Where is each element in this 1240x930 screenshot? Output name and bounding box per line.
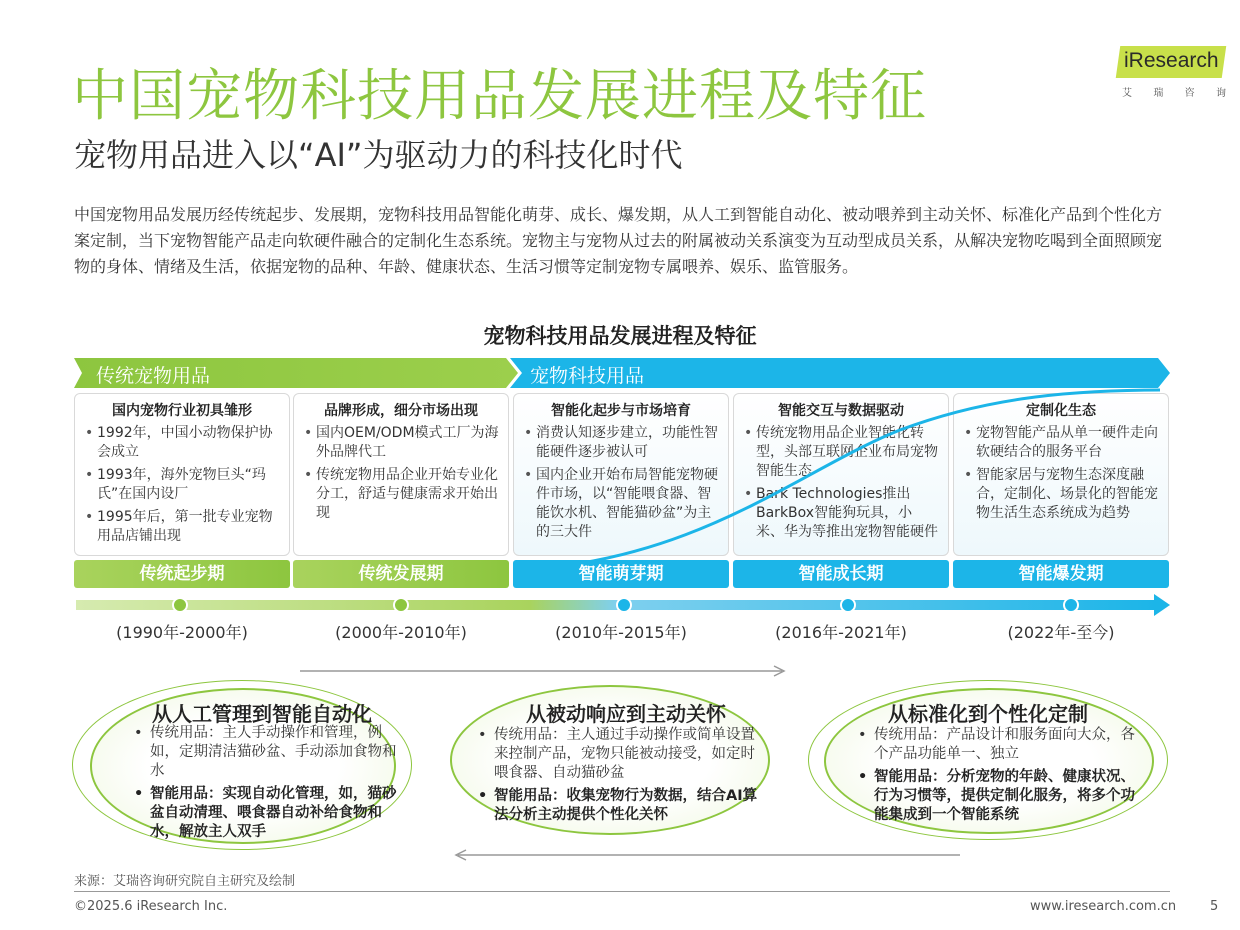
stage-label: 智能爆发期 [953,560,1169,588]
banner-traditional-label: 传统宠物用品 [96,365,211,387]
page-subtitle: 宠物用品进入以“AI”为驱动力的科技化时代 [74,136,683,174]
logo-char: 艾 [1122,88,1132,99]
transition-point: • 传统用品：主人手动操作和管理，例如，定期清洁猫砂盆、手动添加食物和水 [128,724,398,781]
transition-point: • 传统用品：产品设计和服务面向大众，各个产品功能单一、独立 [852,726,1142,764]
stage-period: (2000年-2010年) [335,623,467,642]
stage-point: • 消费认知逐步建立，功能性智能硬件逐步被认可 [522,424,720,462]
stage-period: (2022年-至今) [1007,623,1115,642]
logo-char: 瑞 [1153,88,1164,99]
transition-card [72,680,412,850]
stage-heading: 定制化生态 [1026,403,1096,419]
stage-point: • Bark Technologies推出BarkBox智能狗玩具，小米、华为等推出宠物智能硬件 [742,485,940,542]
stage-period: (2016年-2021年) [775,623,907,642]
stage-label: 智能萌芽期 [513,560,729,588]
transition-title: 从标准化到个性化定制 [888,702,1088,726]
transition-point: • 智能用品：收集宠物行为数据，结合AI算法分析主动提供个性化关怀 [472,787,762,825]
transition-point: • 智能用品：分析宠物的年龄、健康状况、行为习惯等，提供定制化服务，将多个功能集成到一个智能系统 [852,768,1142,825]
stage-point: • 国内OEM/ODM模式工厂为海外品牌代工 [302,424,500,462]
website-link[interactable]: www.iresearch.com.cn [1030,899,1177,914]
stage-label: 智能成长期 [733,560,949,588]
logo-text: iResearch [1124,49,1219,72]
stage-period: (1990年-2000年) [116,623,248,642]
stage-period: (2010年-2015年) [555,623,687,642]
logo-char: 询 [1215,88,1226,99]
stage-point: • 国内企业开始布局智能宠物硬件市场，以“智能喂食器、智能饮水机、智能猫砂盆”为主的三大件 [522,466,720,542]
footer-divider [74,891,1170,892]
stage-point: • 宠物智能产品从单一硬件走向软硬结合的服务平台 [962,424,1160,462]
transition-title: 从人工管理到智能自动化 [152,702,372,726]
stage-point: • 1993年，海外宠物巨头“玛氏”在国内设厂 [83,466,281,504]
stage-point: • 1992年，中国小动物保护协会成立 [83,424,281,462]
stage-heading: 品牌形成，细分市场出现 [324,403,478,419]
banner-tech-label: 宠物科技用品 [530,365,645,387]
stage-label: 传统发展期 [293,560,509,588]
transition-point: • 传统用品：主人通过手动操作或简单设置来控制产品，宠物只能被动接受，如定时喂食器、自动猫砂盆 [472,726,762,783]
transition-card [808,680,1168,840]
stage-heading: 智能化起步与市场培育 [551,403,691,419]
page-number: 5 [1210,899,1219,914]
stage-point: • 传统宠物用品企业智能化转型，头部互联网企业布局宠物智能生态 [742,424,940,481]
logo-char: 咨 [1184,88,1195,99]
stage-point: • 1995年后，第一批专业宠物用品店铺出现 [83,508,281,546]
source-note: 来源：艾瑞咨询研究院自主研究及绘制 [74,874,296,889]
stage-point: • 传统宠物用品企业开始专业化分工，舒适与健康需求开始出现 [302,466,500,523]
transition-point: • 智能用品：实现自动化管理，如，猫砂盆自动清理、喂食器自动补给食物和水，解放主人双手 [128,785,398,842]
stage-heading: 国内宠物行业初具雏形 [112,403,252,419]
intro-paragraph: 中国宠物用品发展历经传统起步、发展期，宠物科技用品智能化萌芽、成长、爆发期，从人工到智能自动化、被动喂养到主动关怀、标准化产品到个性化方案定制，当下宠物智能产品走向软硬件融合的定制化生态系统。宠物主与宠物从过去的附属被动关系演变为互动型成员关系，从解决宠物吃喝到全面照顾宠物的身体、情绪及生活，依据宠物的品种、年龄、健康状态、生活习惯等定制宠物专属喂养、娱乐、监管服务。 [74,205,1163,276]
copyright: ©2025.6 iResearch Inc. [74,899,228,914]
diagram-title: 宠物科技用品发展进程及特征 [483,324,757,348]
stage-label: 传统起步期 [74,560,290,588]
page-title: 中国宠物科技用品发展进程及特征 [72,64,927,129]
stage-heading: 智能交互与数据驱动 [778,403,904,419]
transition-card [450,680,770,840]
transition-title: 从被动响应到主动关怀 [526,702,726,726]
stage-point: • 智能家居与宠物生态深度融合，定制化、场景化的智能宠物生活生态系统成为趋势 [962,466,1160,523]
